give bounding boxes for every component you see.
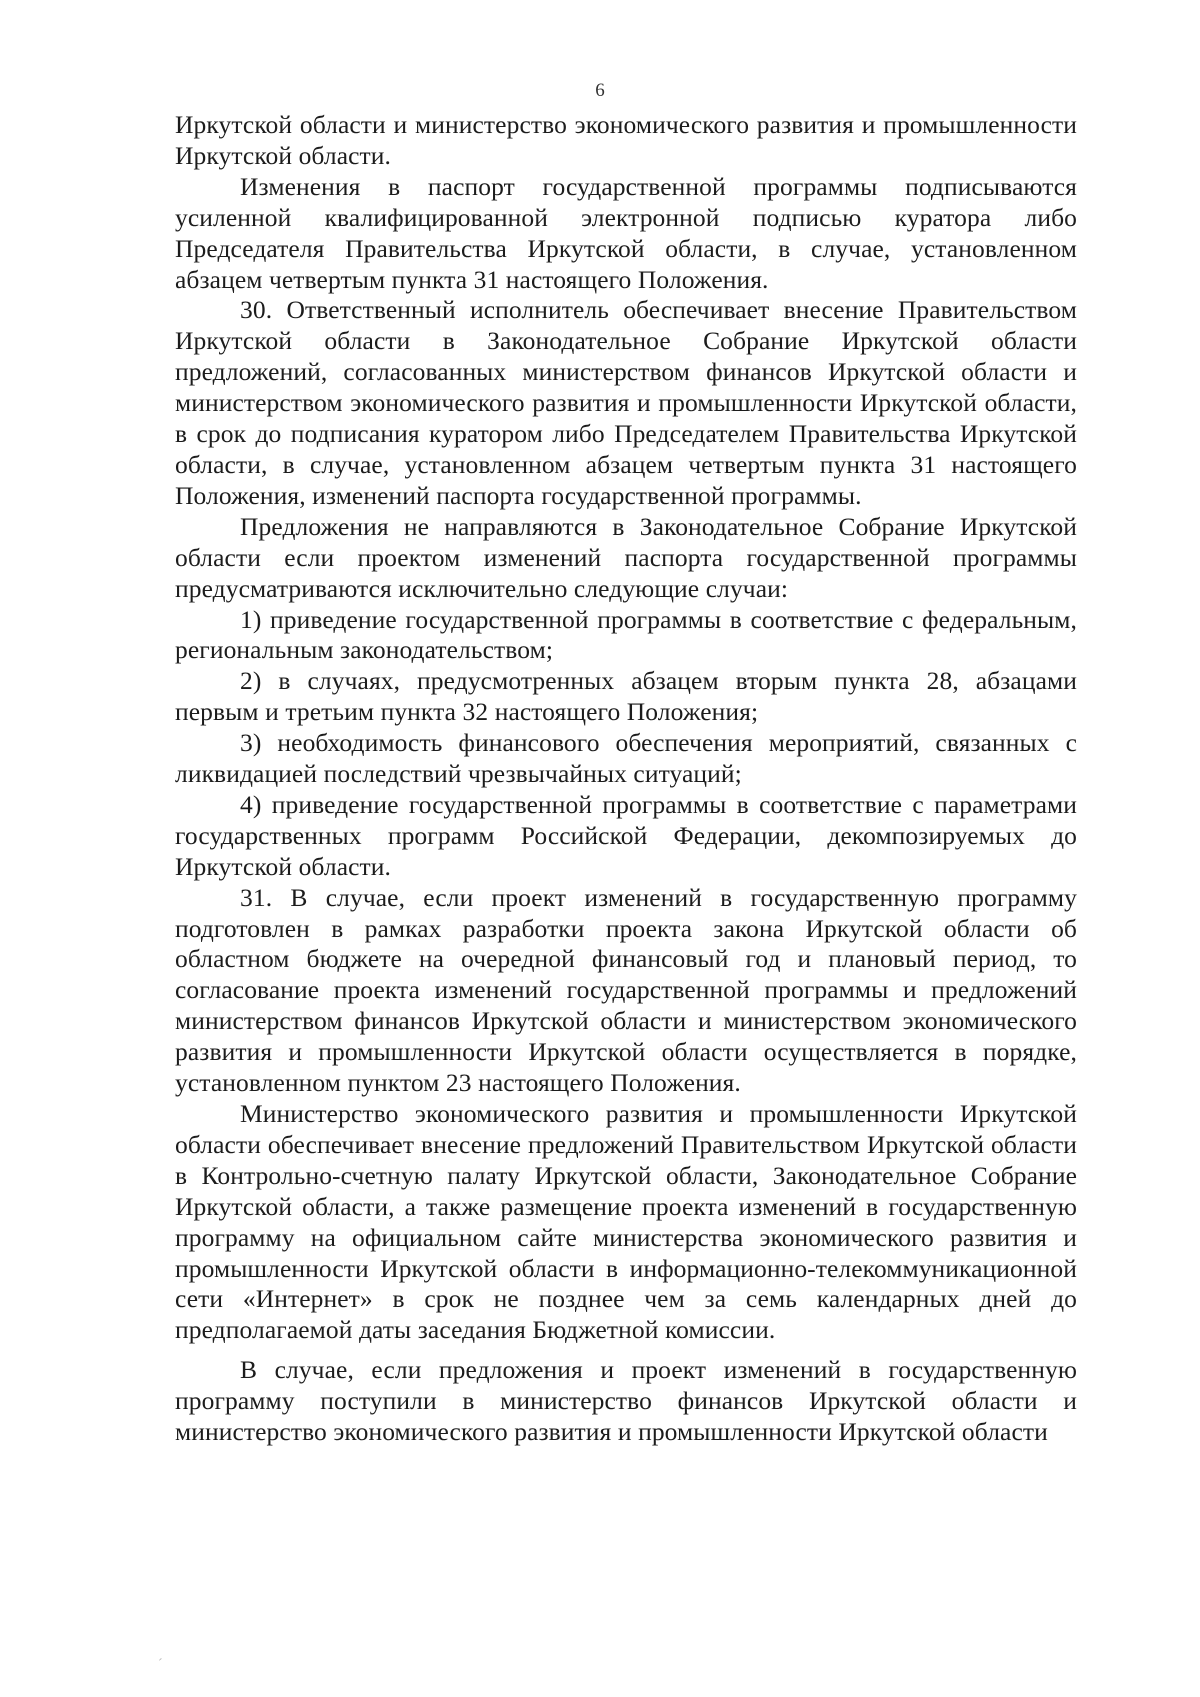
list-item-3: 3) необходимость финансового обеспечения мероприятий, связанных с ликвидацией последствий чрезвычайных ситуаций;	[175, 728, 1077, 789]
list-item-1: 1) приведение государственной программы в соответствие с федеральным, региональным законодательством;	[175, 604, 1077, 665]
paragraph-ministry-duties: Министерство экономического развития и промышленности Иркутской области обеспечивает внесение предложений Правительством Иркутской области в Контрольно-счетную палату Иркутской области, Законодательное Собрание Иркутской области, а также размещение проекта изменений в государственную программу на официальном сайте министерства экономического развития и промышленности Иркутской области в информационно-телекоммуникационной сети «Интернет» в срок не позднее чем за семь календарных дней до предполагаемой даты заседания Бюджетной комиссии.	[175, 1099, 1077, 1345]
scan-artifact: ˊ	[158, 1657, 163, 1672]
list-item-4: 4) приведение государственной программы в соответствие с параметрами государственных программ Российской Федерации, декомпозируемых до Иркутской области.	[175, 789, 1077, 881]
paragraph-proposals-exceptions: Предложения не направляются в Законодательное Собрание Иркутской области если проектом изменений паспорта государственной программы предусматриваются исключительно следующие случаи:	[175, 511, 1077, 603]
paragraph-item-30: 30. Ответственный исполнитель обеспечивает внесение Правительством Иркутской области в Законодательное Собрание Иркутской области предложений, согласованных министерством финансов Иркутской области и министерством экономического развития и промышленности Иркутской области, в срок до подписания куратором либо Председателем Правительства Иркутской области, в случае, установленном абзацем четвертым пункта 31 настоящего Положения, изменений паспорта государственной программы.	[175, 295, 1077, 510]
paragraph-final: В случае, если предложения и проект изменений в государственную программу поступили в министерство финансов Иркутской области и министерство экономического развития и промышленности Иркутской области	[175, 1355, 1077, 1447]
paragraph-passport-signature: Изменения в паспорт государственной программы подписываются усиленной квалифицированной электронной подписью куратора либо Председателя Правительства Иркутской области, в случае, установленном абзацем четвертым пункта 31 настоящего Положения.	[175, 171, 1077, 294]
list-item-2: 2) в случаях, предусмотренных абзацем вторым пункта 28, абзацами первым и третьим пункта 32 настоящего Положения;	[175, 666, 1077, 727]
page-number: 6	[595, 80, 605, 101]
document-body	[175, 110, 1077, 1448]
paragraph-item-31: 31. В случае, если проект изменений в государственную программу подготовлен в рамках разработки проекта закона Иркутской области об областном бюджете на очередной финансовый год и плановый период, то согласование проекта изменений государственной программы и предложений министерством финансов Иркутской области и министерством экономического развития и промышленности Иркутской области осуществляется в порядке, установленном пунктом 23 настоящего Положения.	[175, 882, 1077, 1098]
paragraph-continuation: Иркутской области и министерство экономического развития и промышленности Иркутской области.	[175, 110, 1077, 170]
